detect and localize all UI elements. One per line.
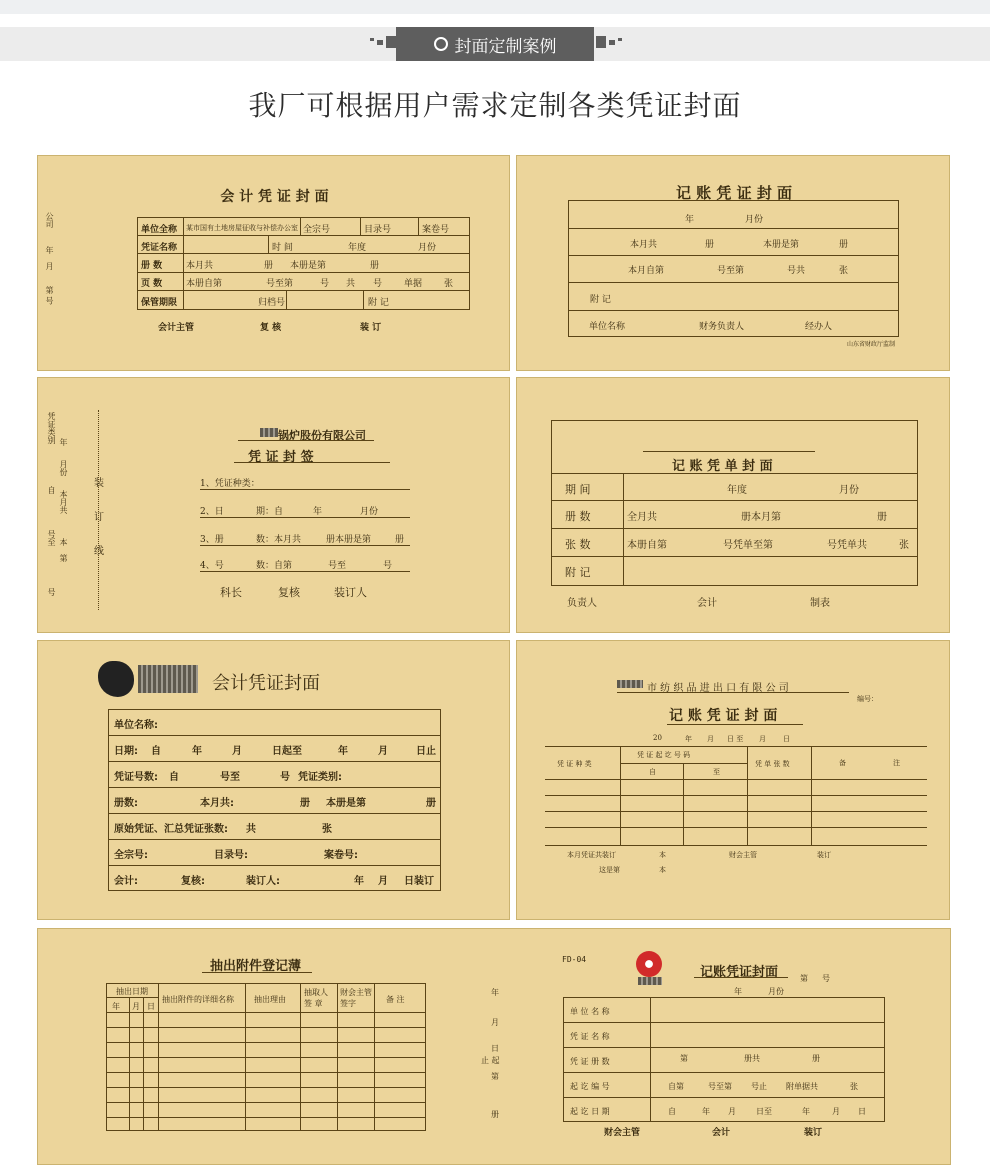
cover-title: 记账凭证封面: [700, 965, 779, 980]
circle-icon: [434, 37, 448, 51]
register-title: 抽出附件登记薄: [210, 959, 302, 974]
cover-sample-voucher-seal: 凭证类别 年 月份 自 本月共 号至 本 第 号 装 订 线 锅炉股份有限公司 凭 证 封 签 1、凭证种类： 2、日 期：自 年 月份 3、册 数：本月共 册本册是第 册 4、号 数：自第 号至 号 科长 复核 装订人: [37, 377, 510, 633]
cover-sample-accounting-logo: 会计凭证封面 单位名称: 日期: 自 年 月 日起至 年 月 日止 凭证号数: 自 号至 号 凭证类别: 册数: 本月共: 册 本册是第 册 原始凭证、汇总凭证张数: 共 张 全宗号: 目录号: 案卷号: 会计: 复核: 装订人: 年 月 日装订: [37, 640, 510, 920]
cover-table: [551, 420, 918, 586]
blurred-seal-text: [638, 977, 662, 985]
blurred-logo-text: [138, 665, 198, 693]
cover-sample-accounting-1: 会 计 凭 证 封 面 公司 年 月 第 号 单位全称 某市国有土地房屋征收与补偿办公室 全宗号 目录号 案卷号 凭证名称 时 间 年度 月份 册 数 本月共 册 本册是第 册 页 数 本册自第 号至第 号 共 号 单据 张 保管期限 归档号 附 记 会计主管 复 核 装 订: [37, 155, 510, 371]
cover-sample-bookkeeping-slip: 记 账 凭 单 封 面 期 间 年度 月份 册 数 全月共 册本月第 册 张 数 本册自第 号凭单至第 号凭单共 张 附 记 负责人 会计 制表: [516, 377, 950, 633]
page-headline: 我厂可根据用户需求定制各类凭证封面: [248, 89, 742, 122]
logo-icon: [98, 661, 134, 697]
cover-title: 记 账 凭 证 封 面: [669, 708, 778, 724]
top-band: [0, 0, 990, 14]
section-tab: [396, 27, 594, 61]
cover-title: 会计凭证封面: [212, 673, 320, 694]
cover-sample-trading-company: 市 纺 织 品 进 出 口 有 限 公 司 编号： 记 账 凭 证 封 面 20 年 月 日 至 月 日 凭 证 种 类 凭 证 起 讫 号 码 自 至 凭 单 张 数 备 注 本月凭证共装订 本 财会主管 装订 这是第 本: [516, 640, 950, 920]
cover-title: 会 计 凭 证 封 面: [220, 189, 329, 205]
cover-title: 记 账 凭 证 封 面: [675, 184, 793, 202]
cover-sample-attachment-register: 抽出附件登记薄 抽出日期 年 月 日 抽出附件的详细名称 抽出理由 抽取人签 章 财会主管签字 备 注 年 月 日 止 起 第 册 FD-04 记账凭证封面 第 号 年 月份 单 位 名 称 凭 证 名 称 凭 证 册 数 第 册共 册 起 讫 编 号 自第 号至第 号止 附单据共 张 起 讫 日 期 自 年 月 日至 年 月 日 财会主管 会计 装订: [37, 928, 951, 1165]
cover-table: [108, 709, 441, 891]
blurred-city-name: [617, 680, 643, 688]
seal-icon: [636, 951, 662, 977]
cover-table: [563, 997, 885, 1122]
cover-sample-bookkeeping-1: 记 账 凭 证 封 面 年 月份 本月共 册 本册是第 册 本月自第 号至第 号共 张 附 记 单位名称 财务负责人 经办人 山东省财政厅监制: [516, 155, 950, 371]
blurred-company-name: [260, 428, 278, 437]
section-tab-label: 封面定制案例: [454, 36, 557, 57]
